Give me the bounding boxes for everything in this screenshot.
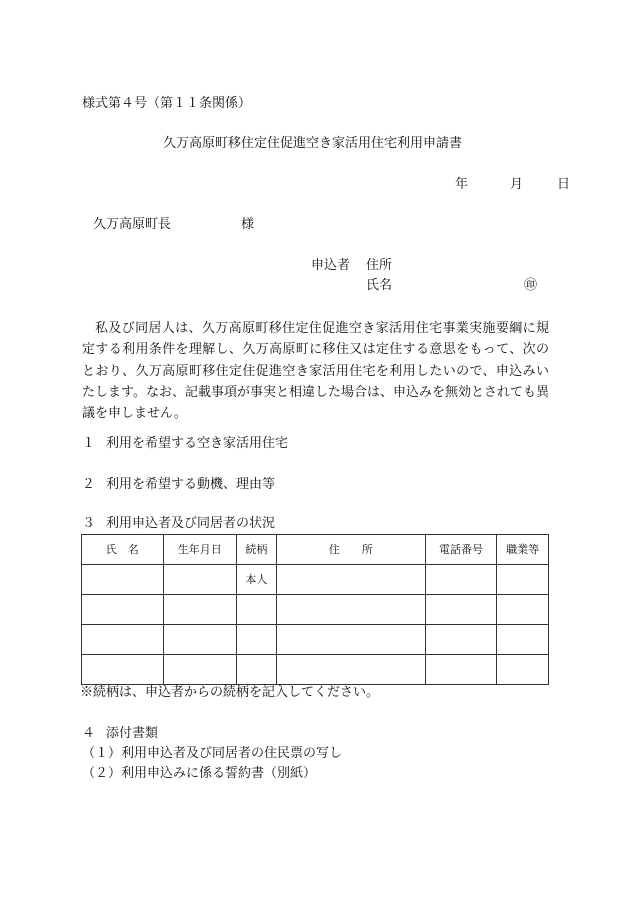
cell-birthdate[interactable] (163, 595, 236, 625)
section-3-heading (82, 517, 275, 530)
cell-name[interactable] (82, 595, 164, 625)
header-name: 氏 名 (82, 535, 164, 565)
attachment-item: （１）利用申込者及び同居者の住民票の写し (82, 746, 343, 761)
cell-name[interactable] (82, 655, 164, 685)
cell-address[interactable] (276, 625, 425, 655)
table-row (82, 625, 549, 655)
cell-address[interactable] (276, 655, 425, 685)
section-1-heading (82, 437, 288, 450)
table-row (82, 655, 549, 685)
cell-birthdate[interactable] (163, 655, 236, 685)
cell-occupation[interactable] (497, 655, 549, 685)
section-2-number: ２ (82, 477, 96, 492)
cell-occupation[interactable] (497, 565, 549, 595)
table-row (82, 565, 549, 595)
relationship-note: ※続柄は、申込者からの続柄を記入してください。 (80, 685, 380, 700)
section-1-label: 利用を希望する空き家活用住宅 (106, 436, 289, 451)
table-row (82, 595, 549, 625)
cell-relationship: 本人 (236, 565, 276, 595)
cell-birthdate[interactable] (163, 565, 236, 595)
cell-address[interactable] (276, 595, 425, 625)
cell-phone[interactable] (425, 595, 497, 625)
table-header-row (82, 535, 549, 565)
attachment-item: （２）利用申込みに係る誓約書（別紙） (82, 766, 317, 781)
form-number: 様式第４号（第１１条関係） (82, 96, 252, 111)
date-year-label: 年 (455, 177, 469, 192)
section-1-number: １ (82, 436, 96, 451)
cell-name[interactable] (82, 565, 164, 595)
applicant-label: 申込者 (311, 258, 351, 273)
section-4-number: ４ (82, 726, 96, 741)
section-3-label: 利用申込者及び同居者の状況 (106, 516, 276, 531)
addressee-honorific: 様 (241, 217, 255, 232)
date-line (455, 178, 570, 191)
section-3-number: ３ (82, 516, 96, 531)
cell-birthdate[interactable] (163, 625, 236, 655)
household-table (81, 534, 549, 685)
header-birthdate: 生年月日 (163, 535, 236, 565)
header-relationship: 続柄 (236, 535, 276, 565)
section-2-label: 利用を希望する動機、理由等 (106, 477, 276, 492)
seal-mark: ㊞ (524, 278, 538, 293)
cell-relationship[interactable] (236, 595, 276, 625)
addressee (93, 218, 254, 231)
cell-occupation[interactable] (497, 595, 549, 625)
header-occupation: 職業等 (497, 535, 549, 565)
applicant-address-label: 住所 (366, 258, 393, 273)
declaration-text: 私及び同居人は、久万高原町移住定住促進空き家活用住宅事業実施要綱に規定する利用条件を理解し、久万高原町に移住又は定住する意思をもって、次のとおり、久万高原町移住定住促進空き家活用住宅を利用したいので、申込みいたします。なお、記載事項が事実と相違した場合は、申込みを無効とされても異議を申しません。 (82, 321, 549, 422)
section-2-heading (82, 478, 275, 491)
cell-address[interactable] (276, 565, 425, 595)
document-title: 久万高原町移住定住促進空き家活用住宅利用申請書 (163, 136, 463, 151)
section-4-heading (82, 727, 158, 740)
date-day-label: 日 (557, 177, 571, 192)
cell-name[interactable] (82, 625, 164, 655)
header-phone: 電話番号 (425, 535, 497, 565)
section-4-label: 添付書類 (106, 726, 159, 741)
addressee-name: 久万高原町長 (93, 217, 172, 232)
cell-phone[interactable] (425, 625, 497, 655)
header-address: 住 所 (276, 535, 425, 565)
date-month-label: 月 (510, 177, 524, 192)
applicant-name-label: 氏名 (366, 278, 393, 293)
cell-relationship[interactable] (236, 625, 276, 655)
cell-relationship[interactable] (236, 655, 276, 685)
cell-phone[interactable] (425, 565, 497, 595)
cell-phone[interactable] (425, 655, 497, 685)
cell-occupation[interactable] (497, 625, 549, 655)
